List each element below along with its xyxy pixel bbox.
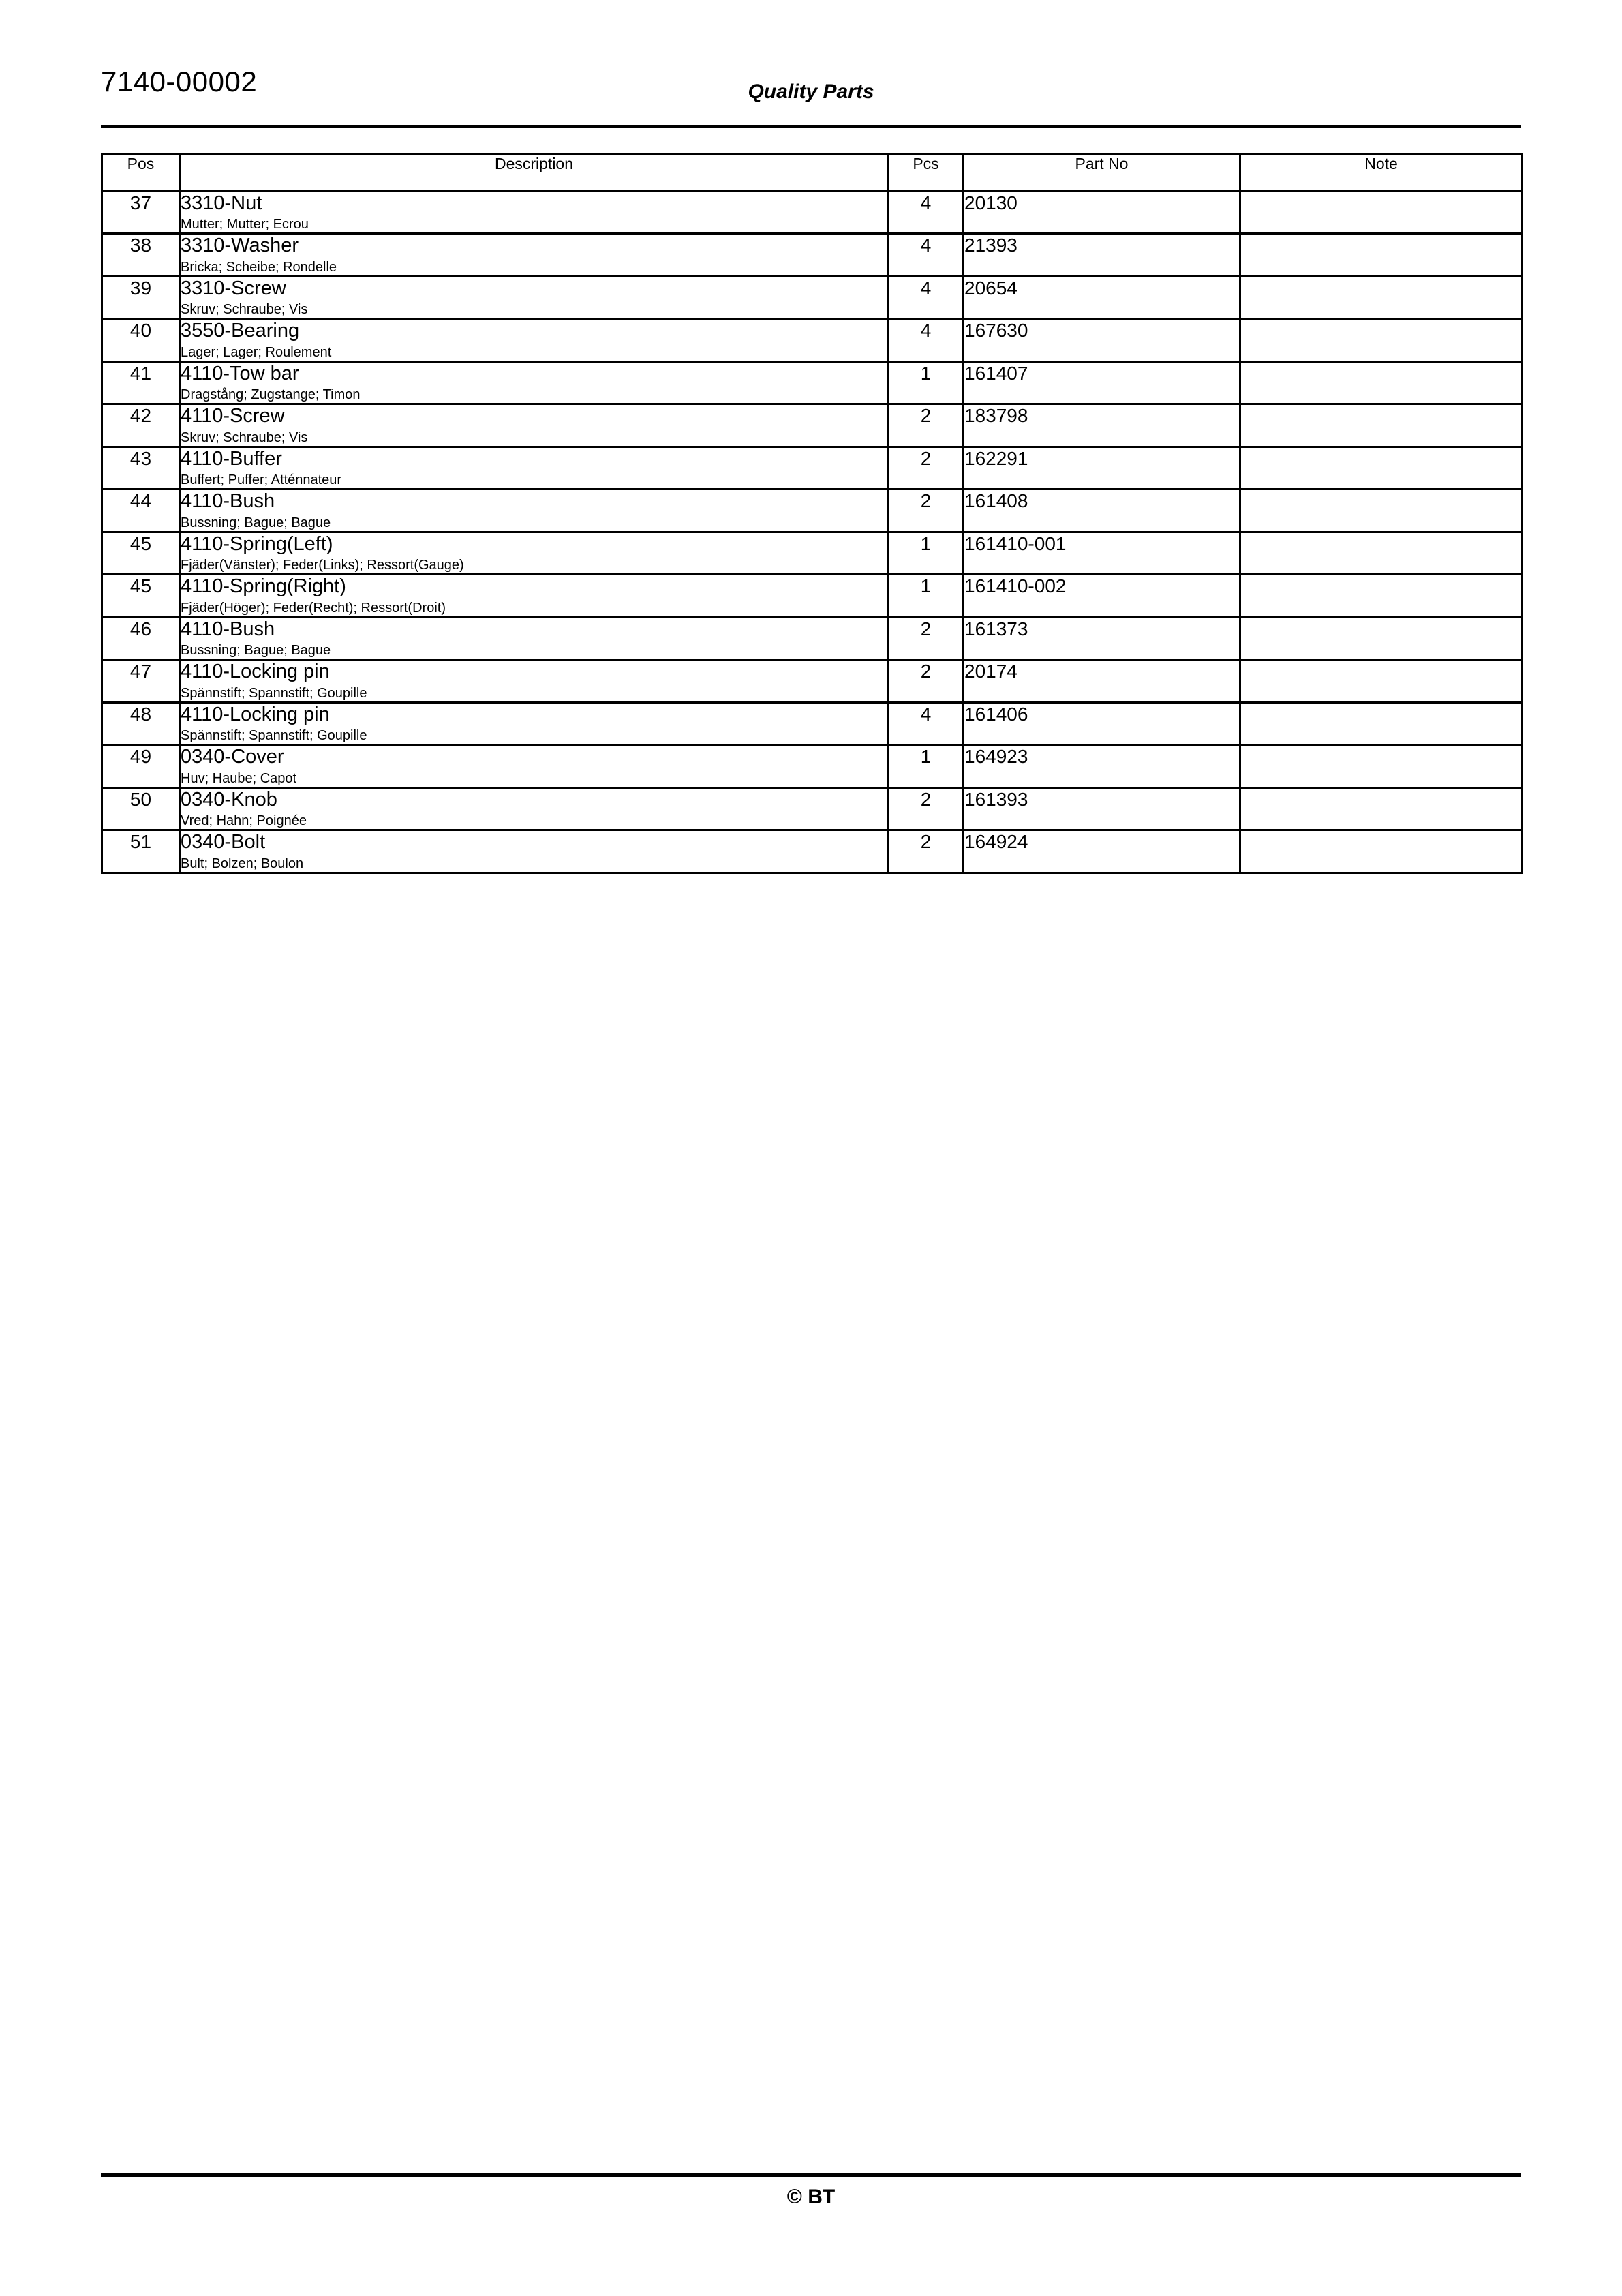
cell-part-no: 20174 <box>964 660 1240 702</box>
cell-pcs: 2 <box>889 617 964 659</box>
part-name-translations: Bussning; Bague; Bague <box>181 515 331 530</box>
cell-description <box>180 787 889 830</box>
part-name-translations: Skruv; Schraube; Vis <box>181 429 308 445</box>
cell-part-no: 164923 <box>964 745 1240 787</box>
part-name-translations: Buffert; Puffer; Atténnateur <box>181 472 342 488</box>
part-name: 4110-Bush <box>181 490 275 513</box>
cell-pcs: 2 <box>889 404 964 447</box>
page-title: Quality Parts <box>748 80 874 103</box>
cell-part-no: 161408 <box>964 489 1240 532</box>
cell-pcs: 4 <box>889 192 964 234</box>
cell-pcs: 1 <box>889 532 964 574</box>
part-name: 3310-Nut <box>181 192 262 214</box>
part-name: 4110-Spring(Left) <box>181 532 333 555</box>
column-header-pos: Pos <box>102 154 180 192</box>
part-name: 4110-Locking pin <box>181 661 330 683</box>
table-row <box>102 234 1522 276</box>
cell-pcs: 2 <box>889 787 964 830</box>
part-name: 4110-Tow bar <box>181 362 299 384</box>
cell-pcs: 4 <box>889 702 964 744</box>
cell-part-no: 162291 <box>964 447 1240 489</box>
cell-description <box>180 361 889 404</box>
cell-pcs: 1 <box>889 575 964 617</box>
cell-pcs: 4 <box>889 276 964 318</box>
parts-table <box>101 153 1523 874</box>
table-row <box>102 575 1522 617</box>
table-row <box>102 447 1522 489</box>
part-name-translations: Skruv; Schraube; Vis <box>181 302 308 318</box>
part-name: 4110-Spring(Right) <box>181 575 346 598</box>
cell-description <box>180 276 889 318</box>
cell-description <box>180 532 889 574</box>
cell-part-no: 21393 <box>964 234 1240 276</box>
table-row <box>102 830 1522 873</box>
cell-pcs: 4 <box>889 234 964 276</box>
cell-pcs: 2 <box>889 830 964 873</box>
cell-pos: 45 <box>102 532 180 574</box>
cell-pos: 44 <box>102 489 180 532</box>
cell-pos: 45 <box>102 575 180 617</box>
part-name: 3310-Washer <box>181 235 299 257</box>
cell-description <box>180 319 889 361</box>
cell-pcs: 2 <box>889 660 964 702</box>
cell-description <box>180 447 889 489</box>
cell-pos: 43 <box>102 447 180 489</box>
table-row <box>102 532 1522 574</box>
cell-description <box>180 234 889 276</box>
cell-part-no: 161407 <box>964 361 1240 404</box>
cell-pos: 51 <box>102 830 180 873</box>
cell-note <box>1240 192 1522 234</box>
footer-divider <box>101 2173 1521 2177</box>
cell-description <box>180 617 889 659</box>
cell-pos: 37 <box>102 192 180 234</box>
document-number: 7140-00002 <box>101 65 258 97</box>
cell-note <box>1240 660 1522 702</box>
cell-pos: 47 <box>102 660 180 702</box>
cell-part-no: 20654 <box>964 276 1240 318</box>
table-row <box>102 361 1522 404</box>
page-header <box>101 65 1521 124</box>
cell-note <box>1240 319 1522 361</box>
part-name: 3550-Bearing <box>181 320 300 342</box>
part-name-translations: Vred; Hahn; Poignée <box>181 813 307 829</box>
part-name: 0340-Bolt <box>181 831 266 854</box>
part-name: 3310-Screw <box>181 277 286 299</box>
cell-pos: 46 <box>102 617 180 659</box>
cell-description <box>180 489 889 532</box>
column-header-note: Note <box>1240 154 1522 192</box>
cell-note <box>1240 234 1522 276</box>
cell-pos: 42 <box>102 404 180 447</box>
footer-copyright: © BT <box>786 2186 836 2208</box>
cell-description <box>180 575 889 617</box>
table-body <box>102 192 1522 873</box>
cell-part-no: 161373 <box>964 617 1240 659</box>
cell-pos: 49 <box>102 745 180 787</box>
cell-note <box>1240 702 1522 744</box>
cell-pcs: 1 <box>889 745 964 787</box>
table-row <box>102 489 1522 532</box>
cell-pos: 41 <box>102 361 180 404</box>
cell-part-no: 183798 <box>964 404 1240 447</box>
table-header-row <box>102 154 1522 192</box>
part-name: 4110-Bush <box>181 618 275 640</box>
part-name-translations: Bult; Bolzen; Boulon <box>181 856 304 871</box>
column-header-pcs: Pcs <box>889 154 964 192</box>
part-name-translations: Dragstång; Zugstange; Timon <box>181 387 361 403</box>
table-row <box>102 660 1522 702</box>
part-name-translations: Mutter; Mutter; Ecrou <box>181 217 309 232</box>
cell-pos: 50 <box>102 787 180 830</box>
cell-note <box>1240 830 1522 873</box>
cell-pos: 40 <box>102 319 180 361</box>
part-name-translations: Bussning; Bague; Bague <box>181 643 331 659</box>
cell-pos: 39 <box>102 276 180 318</box>
cell-description <box>180 192 889 234</box>
part-name: 4110-Screw <box>181 405 285 427</box>
cell-part-no: 167630 <box>964 319 1240 361</box>
table-row <box>102 617 1522 659</box>
cell-description <box>180 745 889 787</box>
cell-part-no: 164924 <box>964 830 1240 873</box>
cell-note <box>1240 617 1522 659</box>
cell-part-no: 161410-002 <box>964 575 1240 617</box>
column-header-description: Description <box>180 154 889 192</box>
part-name-translations: Spännstift; Spannstift; Goupille <box>181 728 367 744</box>
part-name-translations: Bricka; Scheibe; Rondelle <box>181 259 337 275</box>
table-row <box>102 192 1522 234</box>
cell-pos: 48 <box>102 702 180 744</box>
cell-description <box>180 830 889 873</box>
cell-part-no: 20130 <box>964 192 1240 234</box>
column-header-part-no: Part No <box>964 154 1240 192</box>
cell-pcs: 2 <box>889 447 964 489</box>
part-name: 4110-Buffer <box>181 447 282 470</box>
cell-note <box>1240 532 1522 574</box>
part-name: 0340-Knob <box>181 788 277 811</box>
cell-part-no: 161410-001 <box>964 532 1240 574</box>
table-row <box>102 745 1522 787</box>
cell-part-no: 161406 <box>964 702 1240 744</box>
part-name-translations: Fjäder(Höger); Feder(Recht); Ressort(Droit) <box>181 600 446 616</box>
table-row <box>102 787 1522 830</box>
cell-note <box>1240 745 1522 787</box>
part-name: 0340-Cover <box>181 746 284 768</box>
cell-description <box>180 702 889 744</box>
cell-note <box>1240 787 1522 830</box>
cell-note <box>1240 575 1522 617</box>
cell-note <box>1240 489 1522 532</box>
table-row <box>102 404 1522 447</box>
header-divider <box>101 125 1521 128</box>
cell-description <box>180 660 889 702</box>
part-name-translations: Spännstift; Spannstift; Goupille <box>181 685 367 701</box>
cell-note <box>1240 361 1522 404</box>
part-name-translations: Lager; Lager; Roulement <box>181 344 332 360</box>
table-row <box>102 319 1522 361</box>
cell-note <box>1240 447 1522 489</box>
cell-description <box>180 404 889 447</box>
table-row <box>102 276 1522 318</box>
cell-pcs: 2 <box>889 489 964 532</box>
cell-part-no: 161393 <box>964 787 1240 830</box>
cell-note <box>1240 404 1522 447</box>
cell-pcs: 1 <box>889 361 964 404</box>
part-name-translations: Huv; Haube; Capot <box>181 770 297 786</box>
table-row <box>102 702 1522 744</box>
cell-note <box>1240 276 1522 318</box>
part-name-translations: Fjäder(Vänster); Feder(Links); Ressort(Gauge) <box>181 558 464 573</box>
cell-pcs: 4 <box>889 319 964 361</box>
part-name: 4110-Locking pin <box>181 703 330 725</box>
cell-pos: 38 <box>102 234 180 276</box>
